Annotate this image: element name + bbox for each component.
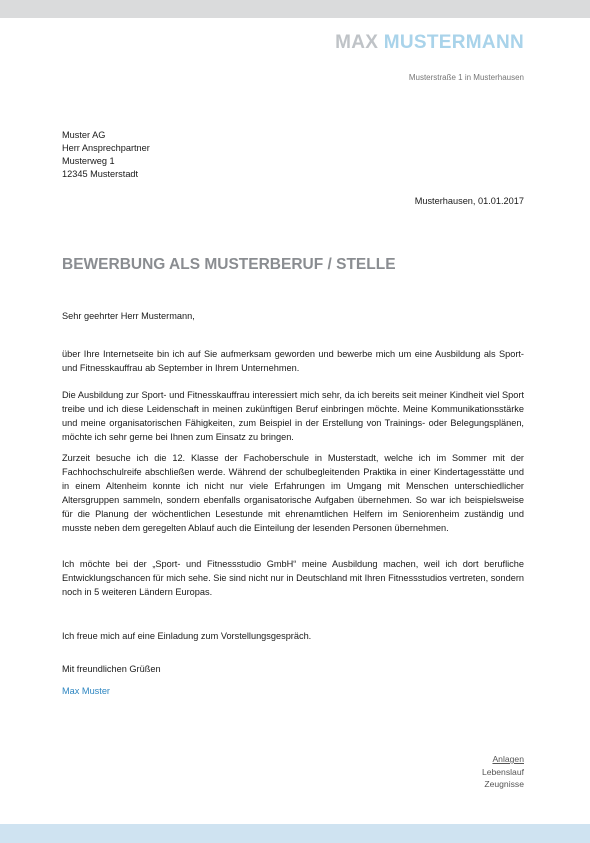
- sender-address: Musterstraße 1 in Musterhausen: [408, 73, 524, 82]
- attachments-list: [482, 753, 524, 791]
- recipient-address-block: [62, 129, 150, 181]
- recipient-contact: Herr Ansprechpartner: [62, 143, 150, 153]
- closing-phrase: Mit freundlichen Grüßen: [62, 664, 161, 674]
- sender-first-name: MAX: [335, 32, 379, 53]
- top-border-band: [0, 0, 590, 18]
- recipient-company: Muster AG: [62, 130, 106, 140]
- body-paragraph: Ich freue mich auf eine Einladung zum Vorstellungsgespräch.: [62, 631, 312, 641]
- signature: Max Muster: [62, 686, 110, 696]
- body-paragraph: Ich möchte bei der „Sport- und Fitnessstudio GmbH“ meine Ausbildung machen, weil ich dort berufliche Entwicklungschancen für mich sehe. Sie sind nicht nur in Deutschland mit Ihren Fitnessstudios vertreten, sondern noch in 5 weiteren Ländern Europas.: [62, 559, 524, 597]
- date-line: Musterhausen, 01.01.2017: [414, 196, 524, 206]
- attachments-title: Anlagen: [492, 754, 524, 764]
- body-paragraph: Zurzeit besuche ich die 12. Klasse der Fachoberschule in Musterstadt, welche ich im Sommer mit der Fachhochschulreife abschließen werde. Während der schulbegleitenden Praktika in einer Kindertagesstätte und in einem Altenheim konnte ich nicht nur viele Erfahrungen im Umgang mit Menschen unterschiedlicher Altersgruppen sammeln, sondern ebenfalls organisatorische Aufgaben übernehmen. So war ich beispielsweise für die Planung der wöchentlichen Lesestunde mit ehrenamtlichen Helfern im Seniorenheim zuständig und musste neben dem geregelten Ablauf auch die Einteilung der lesenden Personen übernehmen.: [62, 453, 524, 533]
- body-paragraph: über Ihre Internetseite bin ich auf Sie aufmerksam geworden und bewerbe mich um eine Ausbildung als Sport- und Fitnesskauffrau ab September in Ihrem Unternehmen.: [62, 349, 524, 373]
- recipient-street: Musterweg 1: [62, 156, 115, 166]
- bottom-border-band: [0, 824, 590, 843]
- recipient-city: 12345 Musterstadt: [62, 169, 139, 179]
- attachment-item: Zeugnisse: [484, 779, 524, 789]
- subject-heading: BEWERBUNG ALS MUSTERBERUF / STELLE: [62, 256, 396, 273]
- salutation: Sehr geehrter Herr Mustermann,: [62, 311, 195, 321]
- attachment-item: Lebenslauf: [481, 766, 524, 777]
- sender-last-name: MUSTERMANN: [383, 32, 524, 53]
- sender-name: [335, 32, 524, 54]
- body-paragraph: Die Ausbildung zur Sport- und Fitnesskauffrau interessiert mich sehr, da ich bereits seit meiner Kindheit viel Sport treibe und ich diese Leidenschaft in meinen zukünftigen Beruf einbringen möchte. Meine Kommunikationsstärke und meine organisatorischen Fähigkeiten, zum Beispiel in der Erstellung von Trainings- oder Belegungsplänen, möchte ich sehr gerne bei Ihnen zum Einsatz zu bringen.: [62, 390, 524, 442]
